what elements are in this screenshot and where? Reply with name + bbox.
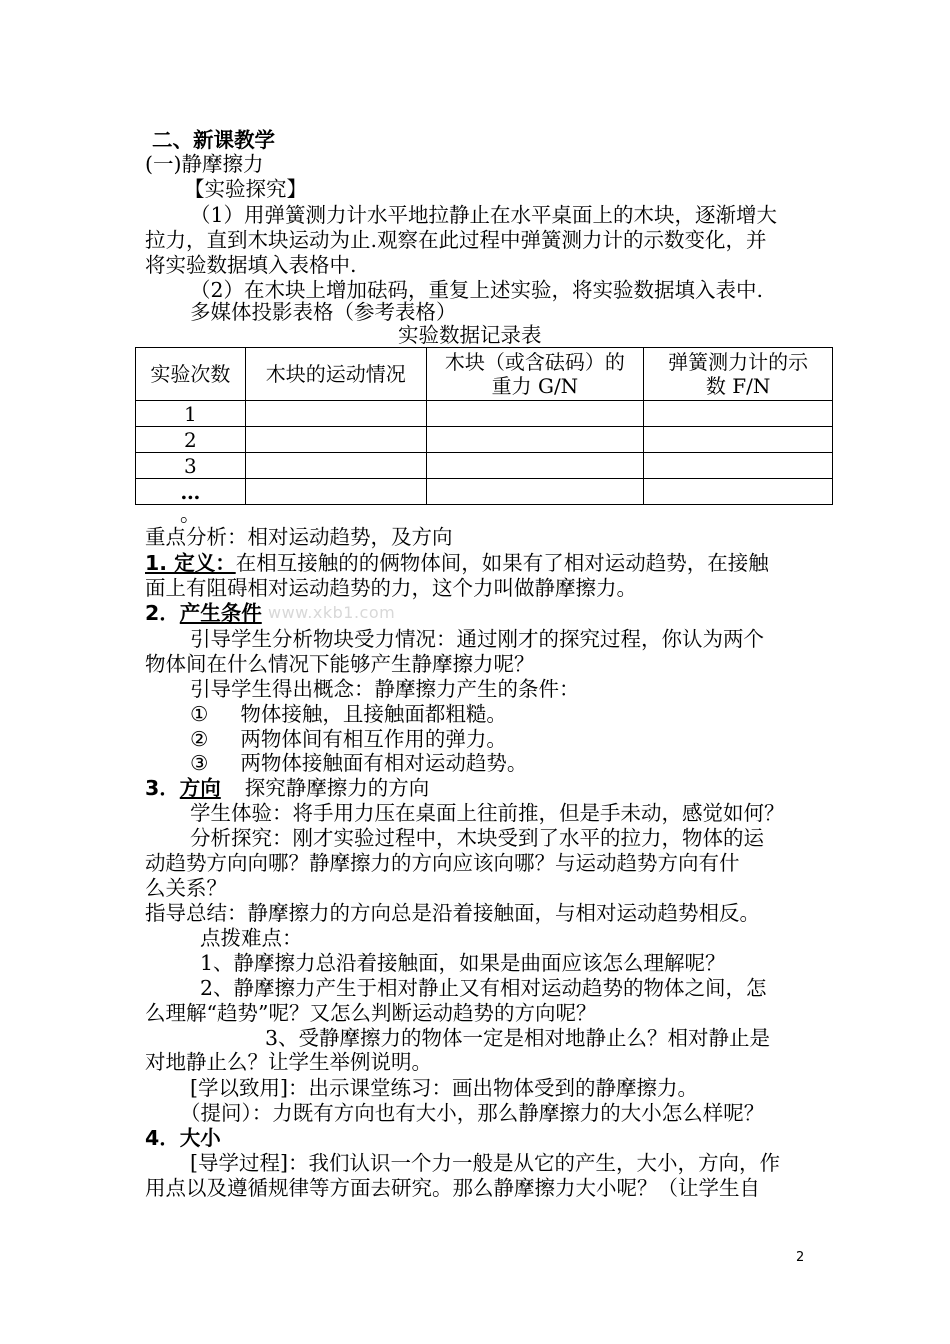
trial-cell: … [136, 479, 246, 505]
paragraph-1-line-3: 将实验数据填入表格中. [145, 253, 357, 277]
guide-1-line-1: 引导学生分析物块受力情况：通过刚才的探究过程，你认为两个 [190, 627, 764, 651]
header-force [644, 348, 833, 401]
data-table [135, 347, 833, 505]
difficulty-2-line-1: 2、静摩擦力产生于相对静止又有相对运动趋势的物体之间，怎 [200, 976, 767, 1000]
difficulty-heading: 点拨难点： [200, 926, 303, 950]
paragraph-2: （2）在木块上增加砝码，重复上述实验，将实验数据填入表中. [190, 278, 764, 302]
header-force-line-1: 弹簧测力计的示 [668, 350, 809, 374]
condition-text: 两物体间有相互作用的弹力。 [240, 727, 507, 751]
process-line-2: 用点以及遵循规律等方面去研究。那么静摩擦力大小呢？（让学生自 [145, 1176, 760, 1200]
definition-line-1 [145, 551, 769, 576]
paragraph-3: 多媒体投影表格（参考表格） [190, 300, 457, 324]
focus-analysis: 重点分析：相对运动趋势，及方向 [145, 525, 453, 549]
table-header-row [136, 348, 833, 401]
page-number: 2 [796, 1250, 805, 1265]
header-weight-line-1: 木块（或含砝码）的 [444, 350, 625, 374]
condition-item-1 [190, 702, 507, 727]
header-trial-count: 实验次数 [136, 348, 246, 401]
definition-line-2: 面上有阻碍相对运动趋势的力，这个力叫做静摩擦力。 [145, 576, 637, 600]
subsection-title: (一)静摩擦力 [145, 152, 264, 176]
guide-1-line-2: 物体间在什么情况下能够产生静摩擦力呢？ [145, 652, 535, 676]
summary: 指导总结：静摩擦力的方向总是沿着接触面，与相对运动趋势相反。 [145, 901, 760, 925]
table-caption: 实验数据记录表 [398, 323, 542, 347]
condition-marker: ② [190, 727, 209, 751]
condition-item-2 [190, 727, 507, 752]
header-weight [426, 348, 644, 401]
definition-text: 在相互接触的的俩物体间，如果有了相对运动趋势，在接触 [235, 551, 769, 575]
difficulty-1: 1、静摩擦力总沿着接触面，如果是曲面应该怎么理解呢？ [200, 951, 726, 975]
condition-marker: ① [190, 702, 209, 726]
direction-label: 方向 [179, 776, 221, 800]
condition-marker: ③ [190, 751, 209, 775]
paragraph-1-line-1: （1）用弹簧测力计水平地拉静止在水平桌面上的木块，逐渐增大 [190, 203, 778, 227]
table-row [136, 479, 833, 505]
difficulty-3-line-1: 3、受静摩擦力的物体一定是相对地静止么？相对静止是 [265, 1026, 771, 1050]
watermark: www.xkb1.com [268, 603, 396, 622]
conditions-label: 产生条件 [179, 601, 262, 625]
conditions-number: 2． [145, 601, 180, 625]
analysis-line-3: 么关系？ [145, 876, 227, 900]
trial-cell: 3 [136, 453, 246, 479]
period-mark: 。 [180, 502, 201, 526]
section-title: 二、新课教学 [152, 128, 275, 152]
analysis-line-1: 分析探究：刚才实验过程中，木块受到了水平的拉力，物体的运 [190, 826, 764, 850]
difficulty-2-line-2: 么理解“趋势”呢？又怎么判断运动趋势的方向呢？ [145, 1001, 597, 1025]
direction-text: 探究静摩擦力的方向 [244, 776, 430, 800]
trial-cell: 1 [136, 401, 246, 427]
student-experience: 学生体验：将手用力压在桌面上往前推，但是手未动，感觉如何？ [190, 801, 785, 825]
condition-text: 物体接触，且接触面都粗糙。 [240, 702, 507, 726]
condition-item-3 [190, 751, 527, 776]
process-line-1: [导学过程]：我们认识一个力一般是从它的产生，大小，方向，作 [190, 1151, 780, 1175]
size-label: 大小 [179, 1126, 221, 1150]
paragraph-1-line-2: 拉力，直到木块运动为止.观察在此过程中弹簧测力计的示数变化，并 [145, 228, 767, 252]
size-heading [145, 1126, 221, 1151]
header-force-line-2: 数 F/N [705, 374, 771, 398]
conditions-heading [145, 601, 262, 626]
trial-cell: 2 [136, 427, 246, 453]
difficulty-3-line-2: 对地静止么？让学生举例说明。 [145, 1050, 432, 1074]
apply-practice: [学以致用]：出示课堂练习：画出物体受到的静摩擦力。 [190, 1076, 698, 1100]
direction-number: 3． [145, 776, 180, 800]
table-row [136, 401, 833, 427]
direction-heading [145, 776, 429, 801]
condition-text: 两物体接触面有相对运动趋势。 [240, 751, 528, 775]
header-weight-line-2: 重力 G/N [491, 374, 579, 398]
table-row [136, 453, 833, 479]
header-motion: 木块的运动情况 [245, 348, 426, 401]
analysis-line-2: 动趋势方向向哪？静摩擦力的方向应该向哪？与运动趋势方向有什 [145, 851, 740, 875]
definition-label: 1. 定义： [145, 551, 236, 575]
table-row [136, 427, 833, 453]
experiment-title: 【实验探究】 [184, 177, 307, 201]
question: （提问）：力既有方向也有大小，那么静摩擦力的大小怎么样呢？ [180, 1101, 765, 1125]
guide-2: 引导学生得出概念：静摩擦力产生的条件： [190, 677, 580, 701]
size-number: 4． [145, 1126, 180, 1150]
